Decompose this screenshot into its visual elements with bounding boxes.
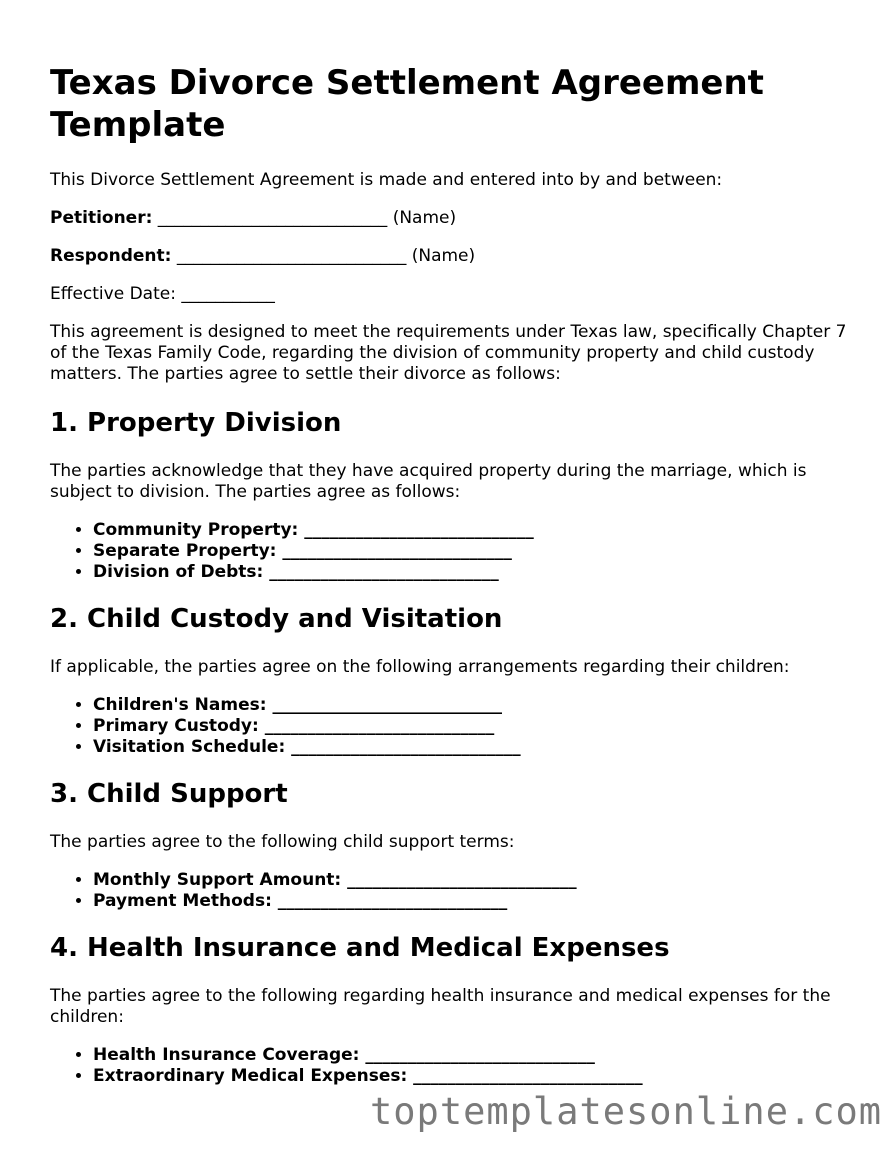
effective-date-line: Effective Date: ___________ xyxy=(50,284,275,304)
respondent-suffix: (Name) xyxy=(411,246,476,266)
list-item: • Extraordinary Medical Expenses: ___________________________ xyxy=(93,1066,850,1087)
petitioner-suffix: (Name) xyxy=(392,208,457,228)
intro-text: This Divorce Settlement Agreement is made and entered into by and between: xyxy=(50,170,723,190)
respondent-blank: ___________________________ xyxy=(176,246,407,266)
list-item: • Monthly Support Amount: ___________________________ xyxy=(93,870,850,891)
section-heading-property: 1. Property Division xyxy=(50,408,342,438)
document-page xyxy=(50,62,850,1107)
list-item: • Primary Custody: ___________________________ xyxy=(93,716,850,737)
respondent-line xyxy=(50,246,850,267)
custody-list xyxy=(50,695,850,758)
section-heading-health: 4. Health Insurance and Medical Expenses xyxy=(50,933,670,963)
respondent-label: Respondent: xyxy=(50,246,172,266)
watermark-text: toptemplatesonline.com xyxy=(370,1090,883,1133)
support-list xyxy=(50,870,850,912)
section-heading-support: 3. Child Support xyxy=(50,779,288,809)
section-text-health: The parties agree to the following regarding health insurance and medical expenses for the children: xyxy=(50,986,831,1027)
petitioner-label: Petitioner: xyxy=(50,208,153,228)
petitioner-line xyxy=(50,208,850,229)
property-list xyxy=(50,520,850,583)
list-item: • Visitation Schedule: ___________________________ xyxy=(93,737,850,758)
list-item: • Separate Property: ___________________________ xyxy=(93,541,850,562)
section-heading-custody: 2. Child Custody and Visitation xyxy=(50,604,503,634)
purpose-text: This agreement is designed to meet the requirements under Texas law, specifically Chapter 7 of the Texas Family Code, regarding the division of community property and child custody matters. The parties agree to settle their divorce as follows: xyxy=(50,322,847,384)
document-title: Texas Divorce Settlement Agreement Template xyxy=(50,63,764,145)
section-text-support: The parties agree to the following child support terms: xyxy=(50,832,515,852)
section-text-custody: If applicable, the parties agree on the following arrangements regarding their children: xyxy=(50,657,790,677)
list-item: • Health Insurance Coverage: ___________________________ xyxy=(93,1045,850,1066)
health-list xyxy=(50,1045,850,1087)
list-item: • Payment Methods: ___________________________ xyxy=(93,891,850,912)
petitioner-blank: ___________________________ xyxy=(157,208,388,228)
list-item: • Division of Debts: ___________________________ xyxy=(93,562,850,583)
section-text-property: The parties acknowledge that they have acquired property during the marriage, which is subject to division. The parties agree as follows: xyxy=(50,461,807,502)
list-item: • Community Property: ___________________________ xyxy=(93,520,850,541)
list-item: • Children's Names: ___________________________ xyxy=(93,695,850,716)
